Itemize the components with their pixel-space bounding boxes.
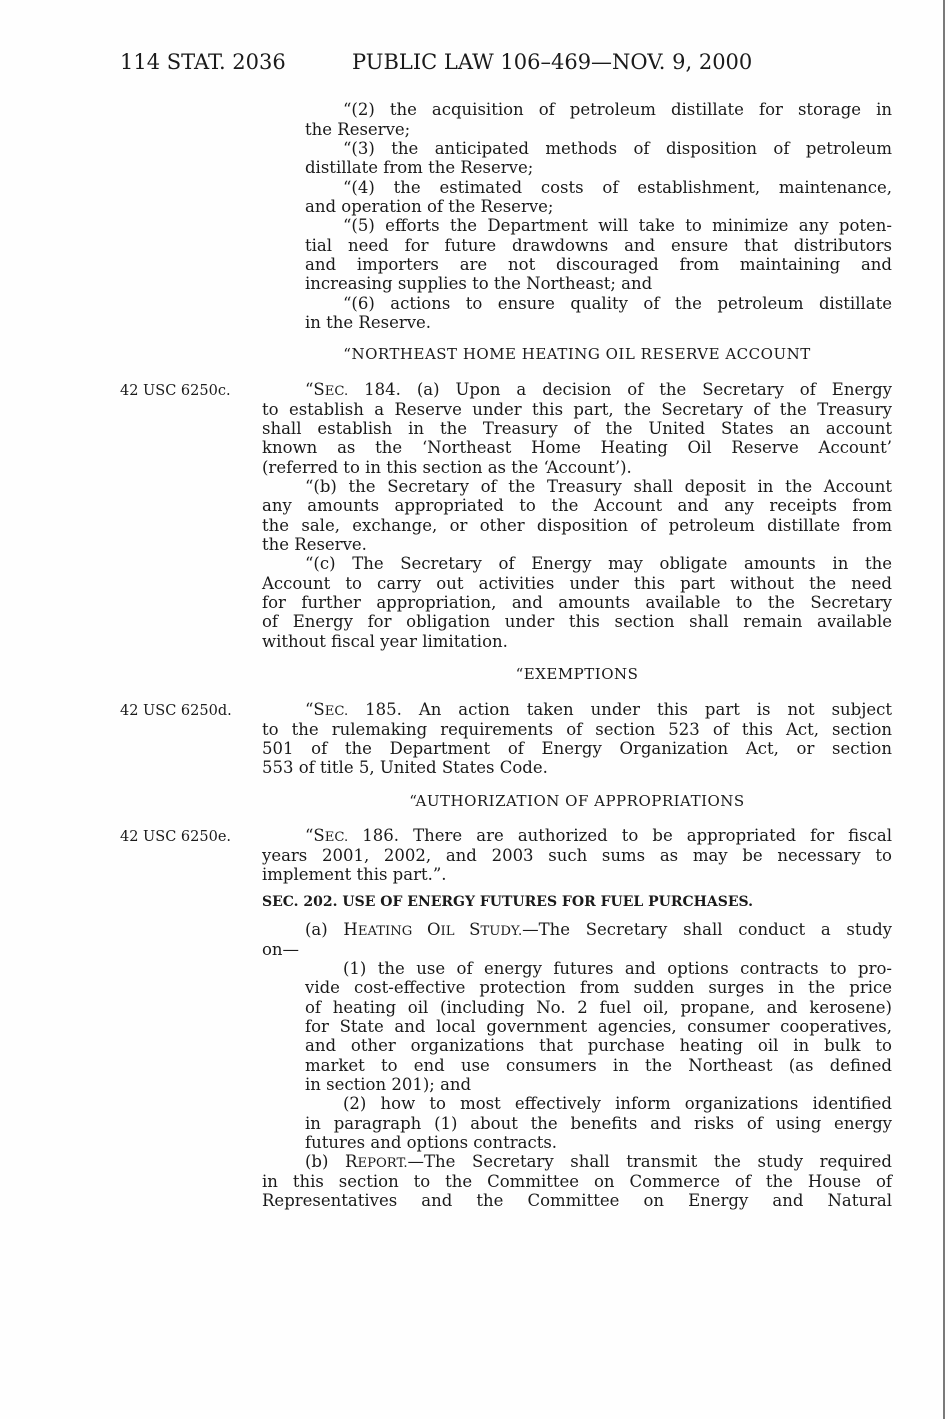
text-line: increasing supplies to the Northeast; and: [305, 274, 653, 294]
text-line: in section 201); and: [305, 1074, 472, 1094]
text-line: Representatives and the Committee on Energy and Natural: [262, 1190, 892, 1210]
text-line: in this section to the Committee on Commerce of the House of: [262, 1171, 892, 1191]
text-line: shall establish in the Treasury of the United States an account: [262, 418, 892, 438]
text-line: [305, 1152, 892, 1171]
text-line: known as the ‘Northeast Home Heating Oil Reserve Account’: [262, 438, 892, 458]
text-line: and other organizations that purchase heating oil in bulk to: [305, 1036, 892, 1056]
text-line: on—: [262, 939, 300, 959]
paragraph-marker: (b): [305, 1152, 329, 1172]
text-line: and operation of the Reserve;: [305, 196, 554, 216]
small-caps-word: REPORT.: [345, 1152, 408, 1172]
text-line: [305, 920, 892, 939]
text-line: years 2001, 2002, and 2003 such sums as may be necessary to: [262, 845, 892, 865]
text-line: 501 of the Department of Energy Organization Act, or section: [262, 738, 892, 758]
section-186: [262, 826, 892, 884]
text-line: distillate from the Reserve;: [305, 158, 534, 178]
text-line: to establish a Reserve under this part, the Secretary of the Treasury: [262, 399, 892, 419]
section-202: [262, 920, 892, 1210]
section-202-heading: SEC. 202. USE OF ENERGY FUTURES FOR FUEL PURCHASES.: [262, 894, 753, 911]
text-line: without fiscal year limitation.: [262, 631, 508, 651]
text-line: [305, 380, 892, 399]
text-line: “(6) actions to ensure quality of the petroleum distillate: [343, 293, 892, 313]
small-caps-word: HEATING: [343, 920, 413, 940]
section-label: [305, 380, 349, 400]
section-186-heading: “AUTHORIZATION OF APPROPRIATIONS: [409, 792, 745, 811]
small-caps-word: STUDY.: [469, 920, 523, 940]
text-line: any amounts appropriated to the Account and any receipts from: [262, 496, 892, 516]
run-in-heading: [343, 920, 523, 940]
small-caps-word: “SEC.: [305, 700, 349, 720]
text-line: the Reserve;: [305, 119, 411, 139]
law-reference: PUBLIC LAW 106–469—NOV. 9, 2000: [352, 50, 753, 74]
text-line: “(3) the anticipated methods of disposition of petroleum: [343, 138, 892, 158]
small-caps-word: “SEC.: [305, 380, 349, 400]
text-run: —The Secretary shall transmit the study required: [407, 1152, 892, 1172]
page-reference: 114 STAT. 2036: [120, 50, 286, 74]
section-label: [305, 700, 349, 720]
text-line: the Reserve.: [262, 534, 367, 554]
margin-note-6250c: 42 USC 6250c.: [120, 383, 231, 400]
text-line: “(4) the estimated costs of establishment, maintenance,: [343, 177, 892, 197]
small-caps-word: OIL: [426, 920, 455, 940]
text-line: implement this part.”.: [262, 864, 447, 884]
paragraph-marker: (a): [305, 920, 328, 940]
text-line: of heating oil (including No. 2 fuel oil, propane, and kerosene): [305, 997, 892, 1017]
text-line: the sale, exchange, or other disposition of petroleum distillate from: [262, 515, 892, 535]
text-line: [305, 700, 892, 719]
text-line: of Energy for obligation under this section shall remain available: [262, 612, 892, 632]
text-line: in the Reserve.: [305, 312, 432, 332]
margin-note-6250e: 42 USC 6250e.: [120, 829, 232, 846]
text-line: “(5) efforts the Department will take to minimize any poten-: [343, 216, 892, 236]
scan-edge: [943, 0, 945, 1419]
text-line: vide cost-effective protection from sudden surges in the price: [305, 978, 892, 998]
text-line: “(2) the acquisition of petroleum distillate for storage in: [343, 100, 892, 120]
text-line: (1) the use of energy futures and options contracts to pro-: [343, 958, 892, 978]
text-line: in paragraph (1) about the benefits and risks of using energy: [305, 1113, 892, 1133]
text-line: tial need for future drawdowns and ensure that distributors: [305, 235, 892, 255]
section-184-heading: “NORTHEAST HOME HEATING OIL RESERVE ACCOUNT: [343, 345, 811, 364]
small-caps-word: “SEC.: [305, 826, 349, 846]
reserve-plan-items: [262, 100, 892, 332]
text-line: for State and local government agencies, consumer cooperatives,: [305, 1016, 892, 1036]
section-185: [262, 700, 892, 777]
text-line: “(c) The Secretary of Energy may obligate amounts in the: [305, 554, 892, 574]
text-run: —The Secretary shall conduct a study: [522, 920, 892, 940]
text-line: Account to carry out activities under this part without the need: [262, 573, 892, 593]
text-line: to the rulemaking requirements of section 523 of this Act, section: [262, 719, 892, 739]
text-line: 553 of title 5, United States Code.: [262, 758, 548, 778]
text-line: [305, 826, 892, 845]
margin-note-6250d: 42 USC 6250d.: [120, 703, 232, 720]
text-line: (referred to in this section as the ‘Account’).: [262, 457, 632, 477]
text-line: market to end use consumers in the Northeast (as defined: [305, 1055, 892, 1075]
text-line: (2) how to most effectively inform organizations identified: [343, 1094, 892, 1114]
section-185-heading: “EXEMPTIONS: [515, 665, 639, 684]
section-184: [262, 380, 892, 651]
text-run: 186. There are authorized to be appropriated for fiscal: [362, 826, 893, 846]
run-in-heading: [345, 1152, 408, 1172]
text-run: 184. (a) Upon a decision of the Secretary of Energy: [364, 380, 892, 400]
text-line: for further appropriation, and amounts available to the Secretary: [262, 592, 892, 612]
text-line: “(b) the Secretary of the Treasury shall deposit in the Account: [305, 476, 892, 496]
text-line: and importers are not discouraged from maintaining and: [305, 254, 892, 274]
text-line: futures and options contracts.: [305, 1132, 558, 1152]
text-run: 185. An action taken under this part is not subject: [365, 700, 892, 720]
section-label: [305, 826, 349, 846]
